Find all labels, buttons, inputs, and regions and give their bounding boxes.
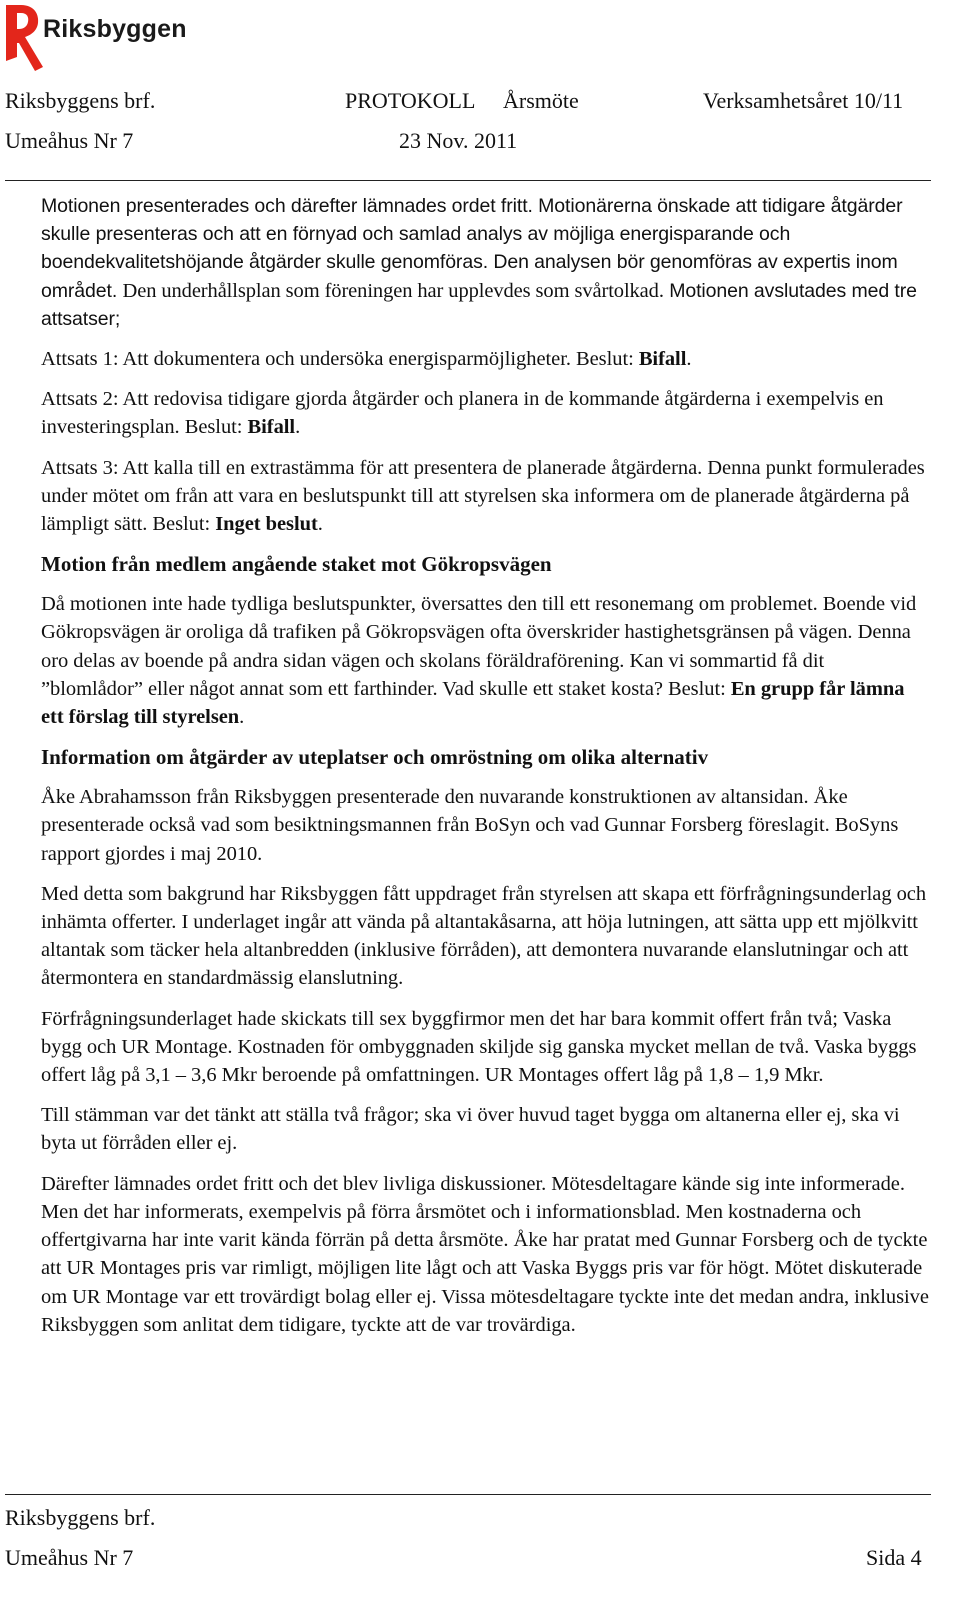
header-date: 23 Nov. 2011 <box>399 128 518 153</box>
motion-text-c: Motionen avslutades med tre attsatser; <box>41 279 917 330</box>
attsats-3: Attsats 3: Att kalla till en extrastämma för att presentera de planerade åtgärderna. Denna punkt formulerades under mötet om från att vara en beslutspunkt till att styrelsen ska informera om de planerade åtgärderna på lämpligt sätt. Beslut: Inget beslut. <box>41 456 925 536</box>
header-org: Riksbyggens brf. <box>5 88 156 113</box>
info-paragraph-5: Därefter lämnades ordet fritt och det blev livliga diskussioner. Mötesdeltagare kände sig inte informerade. Men det har informerats, exempelvis på förra årsmötet och i informationsblad. Men kostnaderna och offertgivarna har inte varit kända förrän på detta årsmöte. Åke har pratat med Gunnar Forsberg och de tyckte att UR Montages pris var rimligt, möjligen lite lågt och att Vaska Byggs pris var för högt. Mötet diskuterade om UR Montage var ett trovärdigt bolag eller ej. Vissa mötesdeltagare tyckte inte det medan andra, inklusive Riksbyggen som anlitat dem tidigare, tyckte att de var trovärdiga. <box>41 1172 929 1336</box>
motion-text-a: Motionen presenterades och därefter lämnades ordet fritt. Motionärerna önskade att tidigare åtgärder skulle presenteras och att en förnyad och samlad analys av möjliga energisparande och boendekvalitetshöjande åtgärder skulle genomföras. Den analysen bör genomföras av expertis inom området. <box>41 195 903 302</box>
info-paragraph-1: Åke Abrahamsson från Riksbyggen presenterade den nuvarande konstruktionen av altansidan. Åke presenterade också vad som besiktningsmannen från BoSyn och vad Gunnar Forsberg föreslagit. BoSyns rapport gjordes i maj 2010. <box>41 786 899 865</box>
footer-org: Riksbyggens brf. <box>5 1505 156 1530</box>
staket-paragraph: Då motionen inte hade tydliga beslutspunkter, översattes den till ett resonemang om problemet. Boende vid Gökropsvägen är oroliga då trafiken på Gökropsvägen ofta överskrider hastighetsgränsen på vägen. Denna oro delas av boende på andra sidan vägen och skolans föräldraförening. Kan vi sommartid få dit ”blomlådor” eller något annat som ett farthinder. Vad skulle ett staket kosta? Beslut: En grupp får lämna ett förslag till styrelsen. <box>41 593 917 729</box>
section-heading-uteplatser: Information om åtgärder av uteplatser och omröstning om olika alternativ <box>41 745 709 770</box>
decision-inget-beslut: Inget beslut <box>215 513 318 536</box>
header-association: Umeåhus Nr 7 <box>5 128 134 153</box>
decision-grupp: En grupp får lämna ett förslag till styrelsen <box>41 677 905 729</box>
decision-bifall: Bifall <box>247 416 296 439</box>
info-paragraph-4: Till stämman var det tänkt att ställa två frågor; ska vi över huvud taget bygga om altanerna eller ej, ska vi byta ut förråden eller ej. <box>41 1104 900 1155</box>
footer-rule <box>5 1494 931 1495</box>
info-paragraph-3: Förfrågningsunderlaget hade skickats till sex byggfirmor men det har bara kommit offert från två; Vaska bygg och UR Montage. Kostnaden för ombyggnaden skiljde sig ganska mycket mellan de två. Vaska byggs offert låg på 3,1 – 3,6 Mkr beroende på omfattningen. UR Montages offert låg på 1,8 – 1,9 Mkr. <box>41 1007 917 1087</box>
motion-text-b: Den underhållsplan som föreningen har upplevdes som svårtolkad. <box>122 279 664 302</box>
info-paragraph-2: Med detta som bakgrund har Riksbyggen fått uppdraget från styrelsen att skapa ett förfrågningsunderlag och inhämta offerter. I underlaget ingår att vända på altantakåsarna, att höja lutningen, att sätta upp ett mjölkvitt altantak som täcker hela altanbredden (inklusive förråden), att demontera nuvarande elanslutningar och att återmontera en standardmässig elanslutning. <box>41 882 927 990</box>
riksbyggen-r-icon <box>5 3 45 71</box>
footer-association: Umeåhus Nr 7 <box>5 1545 134 1570</box>
motion-paragraph <box>41 192 931 333</box>
header-fiscal-year: Verksamhetsåret 10/11 <box>703 88 904 113</box>
attsats-2: Attsats 2: Att redovisa tidigare gjorda åtgärder och planera in de kommande åtgärderna i exempelvis en investeringsplan. Beslut: Bifall. <box>41 388 884 439</box>
riksbyggen-logo <box>5 3 215 71</box>
attsats-1: Attsats 1: Att dokumentera och undersöka energisparmöjligheter. Beslut: Bifall. <box>41 348 692 371</box>
header-rule <box>5 180 931 181</box>
page-number: Sida 4 <box>866 1545 922 1570</box>
header-meeting: Årsmöte <box>503 88 579 113</box>
decision-bifall: Bifall <box>638 348 687 371</box>
logo-text: Riksbyggen <box>43 15 187 43</box>
document-body <box>41 192 931 1351</box>
header-doc-type: PROTOKOLL <box>345 88 476 113</box>
section-heading-staket: Motion från medlem angående staket mot Gökropsvägen <box>41 552 552 577</box>
